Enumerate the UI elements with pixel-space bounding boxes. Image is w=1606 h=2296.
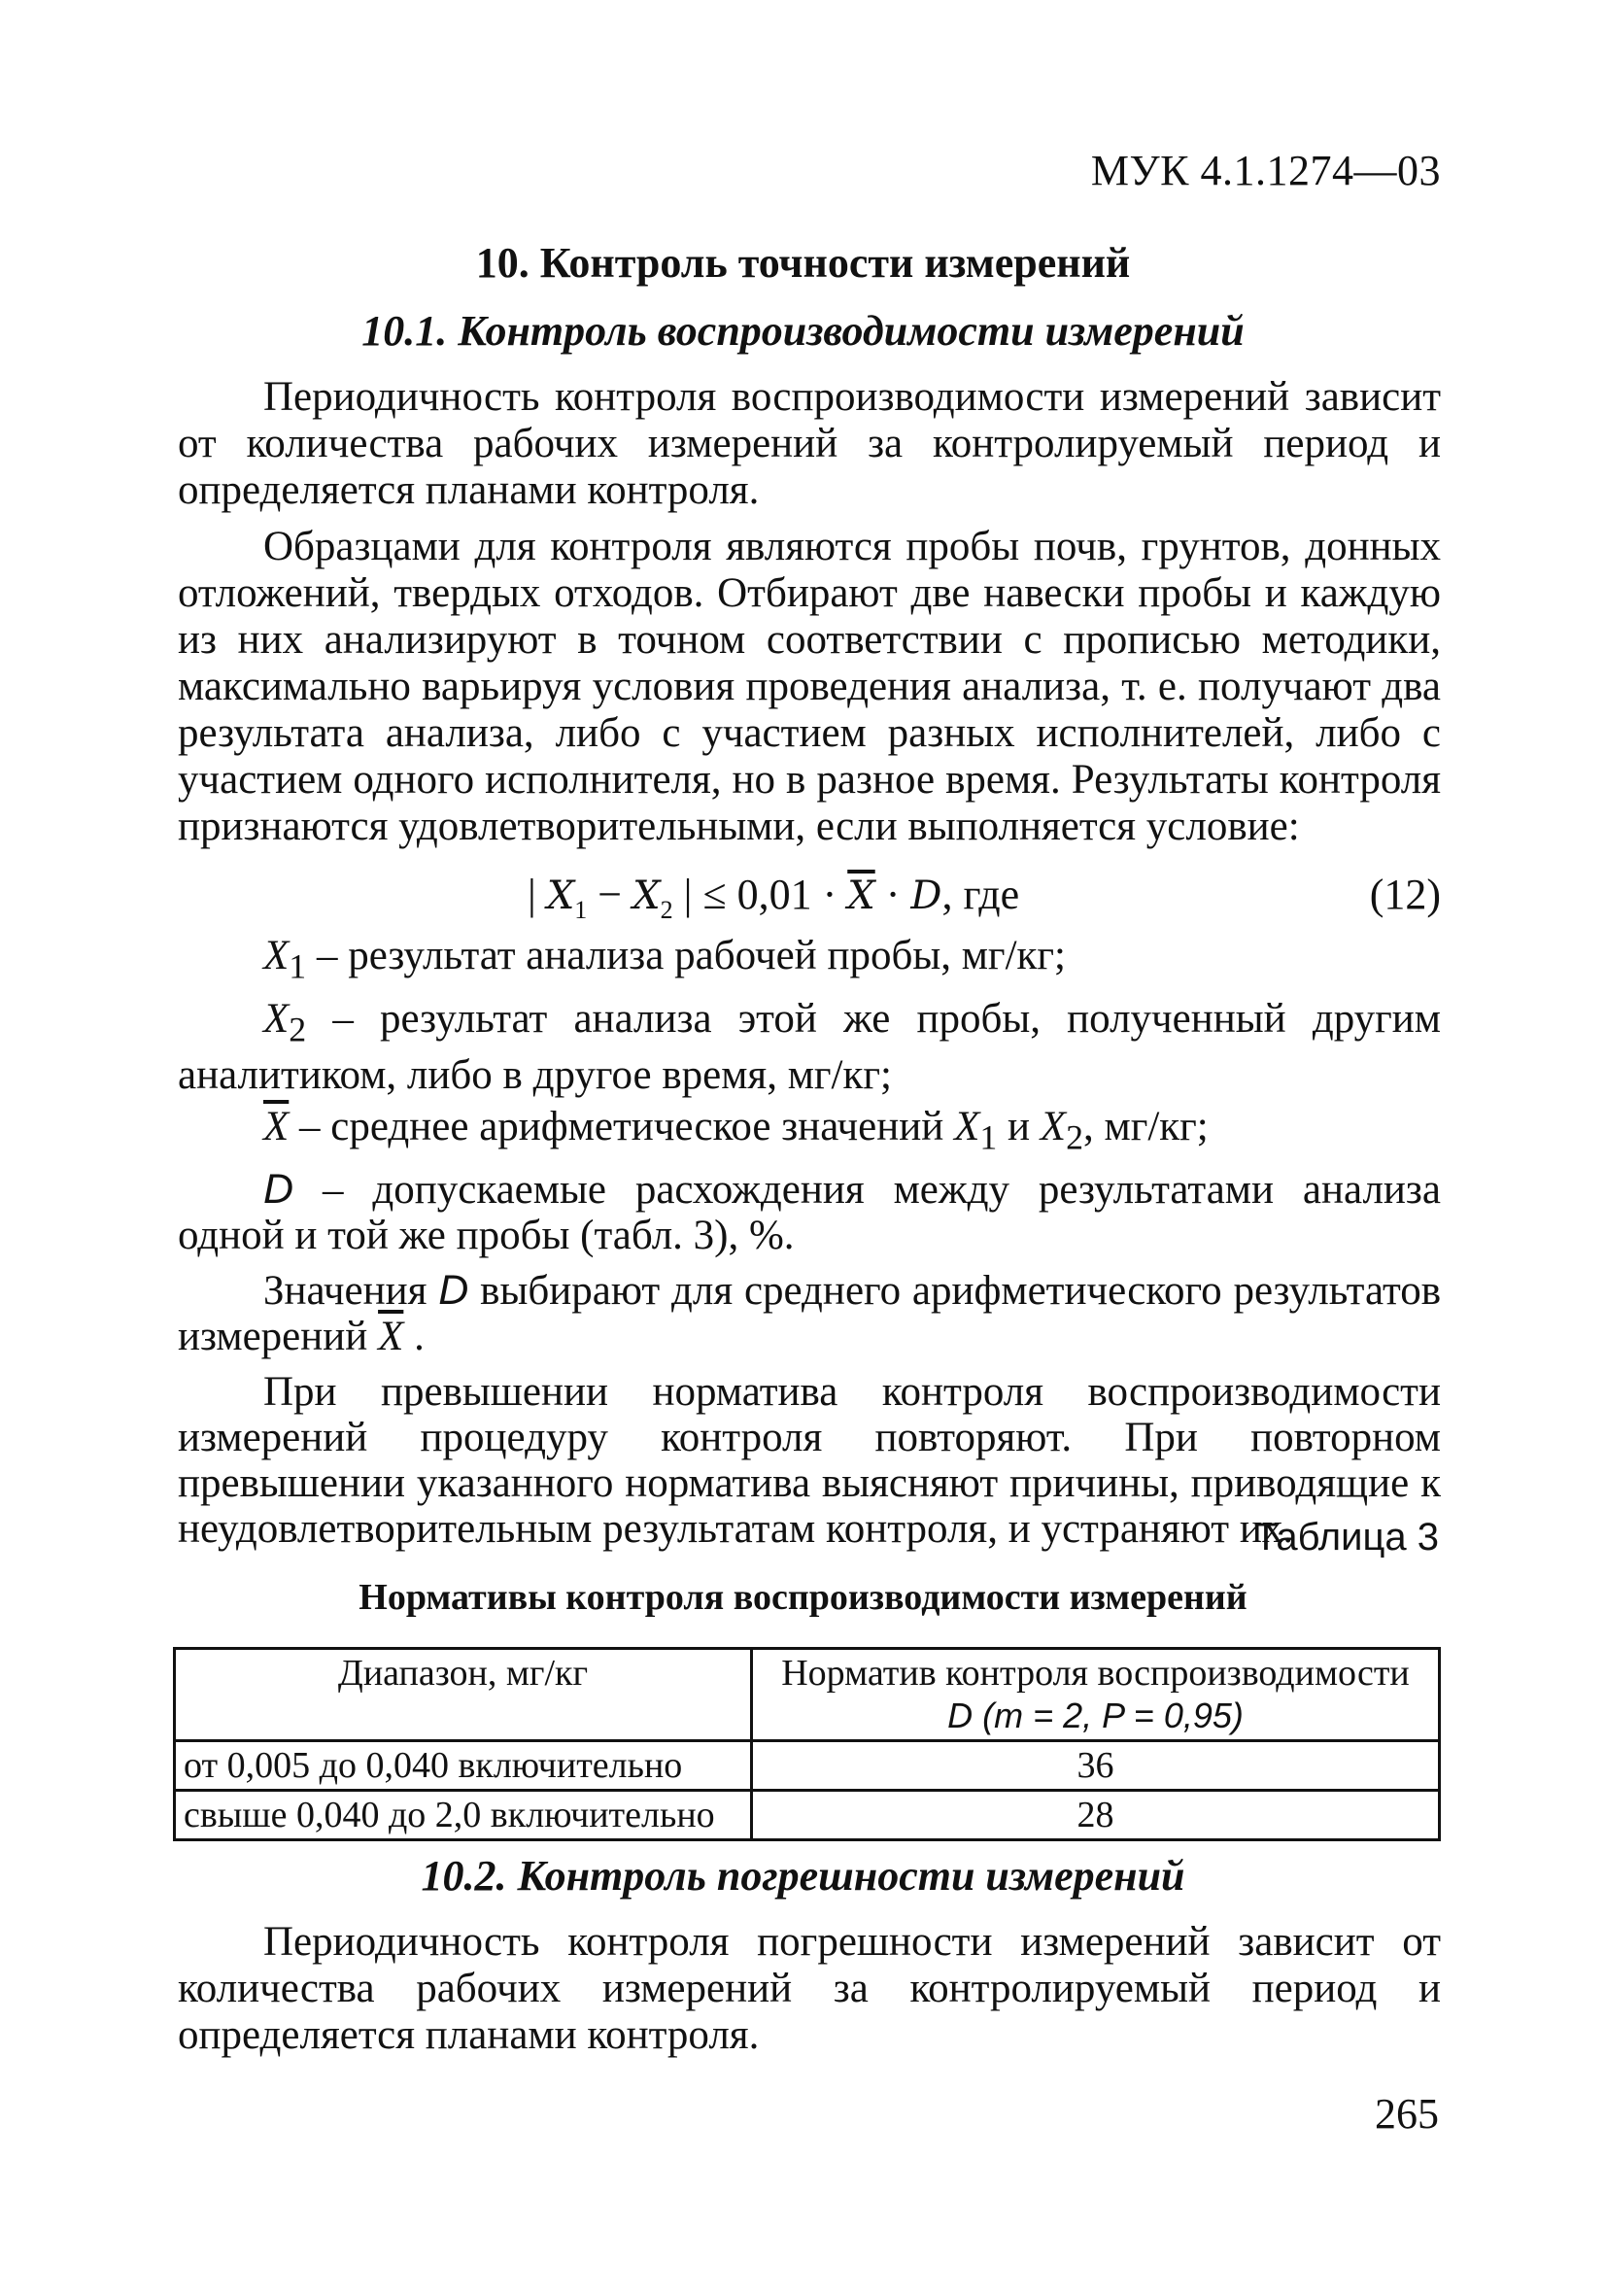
- document-code: МУК 4.1.1274—03: [1090, 147, 1441, 194]
- page-number: 265: [1375, 2090, 1439, 2138]
- paragraph: Периодичность контроля погрешности измерений зависит от количества рабочих измерений за контролируемый период и определяется планами контроля.: [178, 1919, 1441, 2058]
- table-cell-range: от 0,005 до 0,040 включительно: [175, 1741, 752, 1791]
- table-header-norm: Норматив контроля воспроизводимости D (m = 2, P = 0,95): [752, 1649, 1440, 1741]
- subsection-title-1: 10.1. Контроль воспроизводимости измерений: [361, 307, 1245, 355]
- definitions: [178, 933, 1441, 1558]
- table-row: [175, 1741, 1440, 1791]
- table-label: Таблица 3: [1253, 1516, 1439, 1559]
- subsection-1-body: [178, 374, 1441, 850]
- paragraph: Образцами для контроля являются пробы почв, грунтов, донных отложений, твердых отходов. Отбирают две навески пробы и каждую из них анализируют в точном соответствии с прописью методики, максимально варьируя условия проведения анализа, т. е. получают два результата анализа, либо с участием разных исполнителей, либо с участием одного исполнителя, но в разное время. Результаты контроля признаются удовлетворительными, если выполняется условие:: [178, 524, 1441, 849]
- table-title: Нормативы контроля воспроизводимости измерений: [359, 1577, 1247, 1618]
- norms-table: [173, 1647, 1441, 1841]
- subsection-2-body: [178, 1919, 1441, 2059]
- definition-xbar: $\overline{X}$ – среднее арифметическое значений $X_1$ и $X_2$, мг/кг;: [263, 1104, 1209, 1157]
- table-header-range: Диапазон, мг/кг: [175, 1649, 752, 1741]
- table-cell-value: 36: [752, 1741, 1440, 1791]
- subsection-title-2: 10.2. Контроль погрешности измерений: [421, 1852, 1185, 1900]
- equation-number: (12): [1369, 871, 1441, 918]
- table-cell-range: свыше 0,040 до 2,0 включительно: [175, 1791, 752, 1840]
- definition-x1: $X_1$ – результат анализа рабочей пробы, мг/кг;: [263, 933, 1066, 986]
- definition-x2: $X_2$ – результат анализа этой же пробы, полученный другим аналитиком, либо в другое время, мг/кг;: [178, 995, 1441, 1099]
- formula-row: [178, 870, 1441, 924]
- definition-d: D – допускаемые расхождения между результатами анализа одной и той же пробы (табл. 3), %.: [178, 1165, 1441, 1258]
- table-cell-value: 28: [752, 1791, 1440, 1840]
- paragraph-d-values: Значения D выбирают для среднего арифметического результатов измерений $\overline{X}$ .: [178, 1266, 1441, 1359]
- paragraph: Периодичность контроля воспроизводимости измерений зависит от количества рабочих измерений за контролируемый период и определяется планами контроля.: [178, 374, 1441, 513]
- table-header-row: [175, 1649, 1440, 1741]
- paragraph-exceed: При превышении норматива контроля воспроизводимости измерений процедуру контроля повторяют. При повторном превышении указанного норматива выясняют причины, приводящие к неудовлетворительным результатам контроля, и устраняют их.: [178, 1368, 1441, 1552]
- table-row: [175, 1791, 1440, 1840]
- section-title: 10. Контроль точности измерений: [475, 239, 1131, 287]
- formula: | $X_1 - X_2$ | ≤ $0,01 \cdot \overline{X} \cdot D$, где: [528, 871, 1020, 924]
